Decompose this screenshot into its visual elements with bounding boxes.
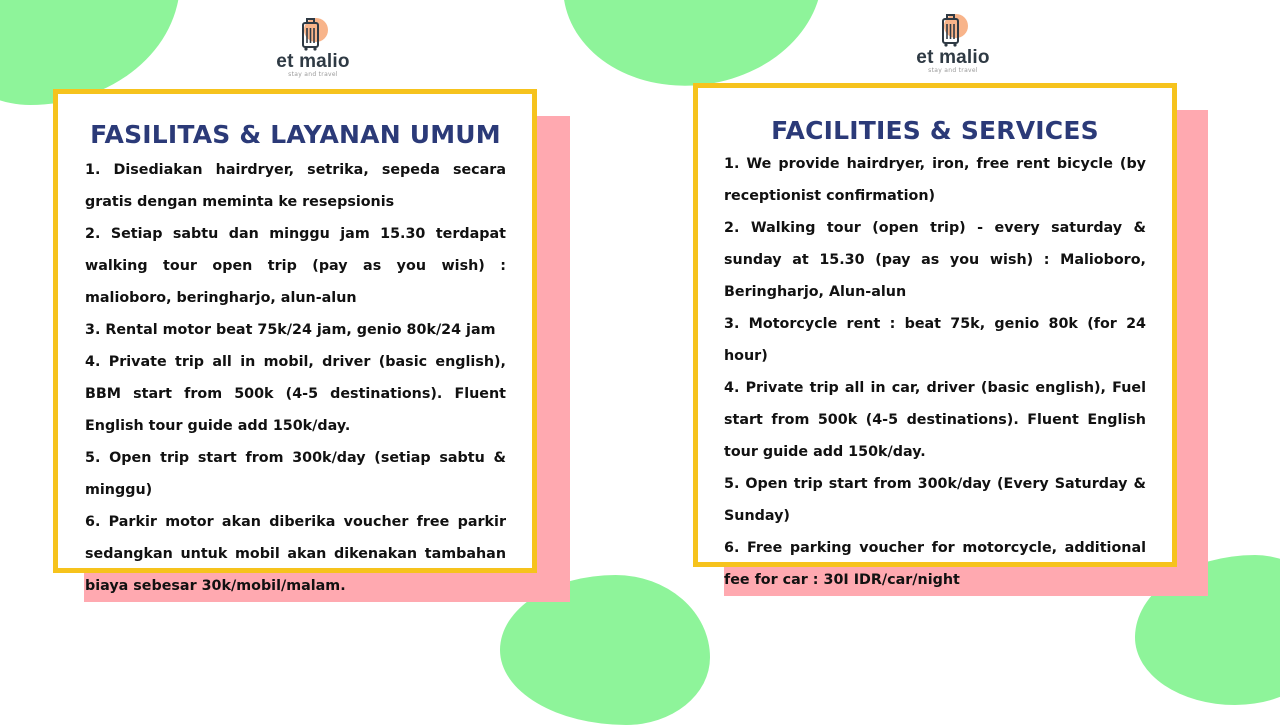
- list-item: 5. Open trip start from 300k/day (setiap sabtu & minggu): [85, 450, 506, 498]
- list-item: 1. Disediakan hairdryer, setrika, sepeda secara gratis dengan meminta ke resepsionis: [85, 162, 506, 210]
- facilities-card-english: [693, 83, 1177, 588]
- list-item: 2. Walking tour (open trip) - every saturday & sunday at 15.30 (pay as you wish) : Malioboro, Beringharjo, Alun-alun: [724, 220, 1146, 300]
- facilities-list: [85, 154, 506, 602]
- brand-name: et malio: [276, 51, 350, 72]
- list-item: 5. Open trip start from 300k/day (Every Saturday & Sunday): [724, 476, 1146, 524]
- list-item: 2. Setiap sabtu dan minggu jam 15.30 terdapat walking tour open trip (pay as you wish) : malioboro, beringharjo, alun-alun: [85, 226, 506, 306]
- list-item: 1. We provide hairdryer, iron, free rent bicycle (by receptionist confirmation): [724, 156, 1146, 204]
- brand-name: et malio: [916, 47, 990, 68]
- list-item: 3. Motorcycle rent : beat 75k, genio 80k (for 24 hour): [724, 316, 1146, 364]
- brand-tagline: stay and travel: [928, 67, 978, 74]
- list-item: 6. Free parking voucher for motorcycle, additional fee for car : 30I IDR/car/night: [724, 540, 1146, 588]
- list-item: 3. Rental motor beat 75k/24 jam, genio 80k/24 jam: [85, 322, 496, 338]
- card-title: FASILITAS & LAYANAN UMUM: [90, 120, 501, 149]
- card-title: FACILITIES & SERVICES: [771, 116, 1099, 145]
- brand-logo-left: [253, 14, 373, 78]
- luggage-logo-icon: [295, 14, 331, 52]
- list-item: 4. Private trip all in mobil, driver (basic english), BBM start from 500k (4-5 destinations). Fluent English tour guide add 150k/day.: [85, 354, 506, 434]
- facilities-list: [724, 148, 1146, 596]
- list-item: 6. Parkir motor akan diberika voucher free parkir sedangkan untuk mobil akan dikenakan tambahan biaya sebesar 30k/mobil/malam.: [85, 514, 506, 594]
- list-item: 4. Private trip all in car, driver (basic english), Fuel start from 500k (4-5 destinations). Fluent English tour guide add 150k/day.: [724, 380, 1146, 460]
- facilities-card-indonesian: [53, 89, 537, 594]
- brand-logo-right: [893, 10, 1013, 74]
- luggage-logo-icon: [935, 10, 971, 48]
- brand-tagline: stay and travel: [288, 71, 338, 78]
